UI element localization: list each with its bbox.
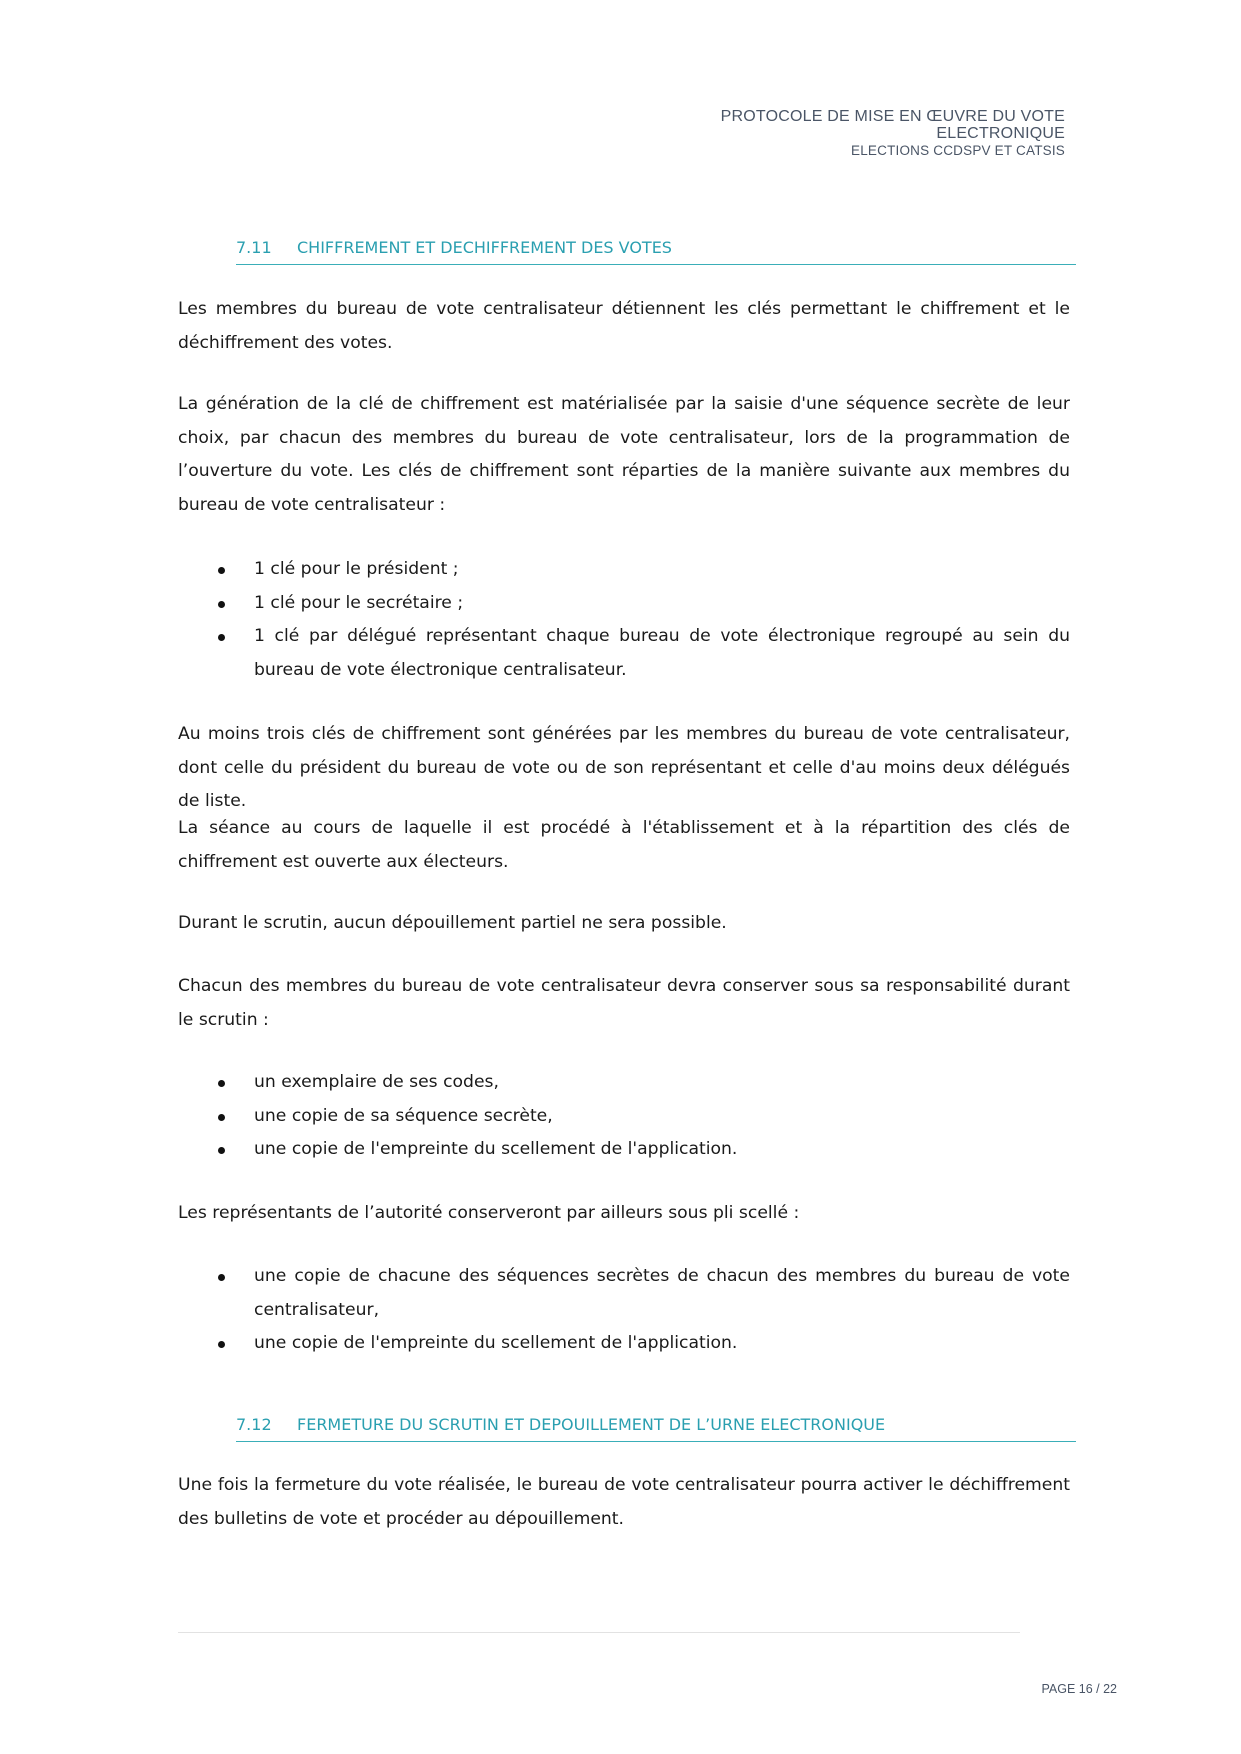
authority-items-list [178, 1260, 1070, 1361]
bullet-icon [218, 601, 225, 608]
paragraph: Chacun des membres du bureau de vote centralisateur devra conserver sous sa responsabilité durant le scrutin : [178, 976, 1070, 1030]
list-item [178, 1133, 1070, 1167]
bullet-icon [218, 1274, 225, 1281]
list-item-text: 1 clé par délégué représentant chaque bureau de vote électronique regroupé au sein du bureau de vote électronique centralisateur. [254, 626, 1070, 680]
section-title: CHIFFREMENT ET DECHIFFREMENT DES VOTES [297, 238, 672, 257]
bullet-icon [218, 1341, 225, 1348]
list-item-text: 1 clé pour le secrétaire ; [254, 592, 464, 613]
paragraph: Durant le scrutin, aucun dépouillement partiel ne sera possible. [178, 913, 727, 933]
section-number: 7.11 [236, 238, 272, 257]
bullet-icon [218, 634, 225, 641]
list-item-text: une copie de sa séquence secrète, [254, 1105, 553, 1126]
list-item-text: une copie de l'empreinte du scellement de l'application. [254, 1333, 738, 1353]
page-number: PAGE 16 / 22 [1041, 1682, 1117, 1696]
header-title-line1: PROTOCOLE DE MISE EN ŒUVRE DU VOTE [720, 108, 1065, 125]
list-item [178, 553, 1070, 587]
paragraph: Les membres du bureau de vote centralisateur détiennent les clés permettant le chiffrement et le déchiffrement des votes. [178, 299, 1070, 353]
section-heading-7-11 [236, 238, 1076, 265]
list-item [178, 1100, 1070, 1134]
section-number: 7.12 [236, 1415, 272, 1434]
bullet-icon [218, 567, 225, 574]
list-item [178, 1327, 1070, 1361]
list-item-text: une copie de chacune des séquences secrètes de chacun des membres du bureau de vote centralisateur, [254, 1266, 1070, 1320]
paragraph: La génération de la clé de chiffrement est matérialisée par la saisie d'une séquence secrète de leur choix, par chacun des membres du bureau de vote centralisateur, lors de la programmation de l’ouverture du vote. Les clés de chiffrement sont réparties de la manière suivante aux membres du bureau de vote centralisateur : [178, 394, 1070, 515]
paragraph: Au moins trois clés de chiffrement sont générées par les membres du bureau de vote centralisateur, dont celle du président du bureau de vote ou de son représentant et celle d'au moins deux délégués de liste. [178, 724, 1070, 811]
section-title: FERMETURE DU SCRUTIN ET DEPOUILLEMENT DE L’URNE ELECTRONIQUE [297, 1415, 886, 1434]
list-item [178, 1260, 1070, 1327]
section-heading-7-12 [236, 1415, 1076, 1442]
key-distribution-list [178, 553, 1070, 687]
paragraph: Les représentants de l’autorité conserveront par ailleurs sous pli scellé : [178, 1203, 800, 1223]
list-item-text: un exemplaire de ses codes, [254, 1072, 499, 1092]
paragraph: La séance au cours de laquelle il est procédé à l'établissement et à la répartition des clés de chiffrement est ouverte aux électeurs. [178, 818, 1070, 872]
paragraph: Une fois la fermeture du vote réalisée, le bureau de vote centralisateur pourra activer le déchiffrement des bulletins de vote et procéder au dépouillement. [178, 1475, 1070, 1529]
header-title-line2: ELECTRONIQUE [936, 125, 1065, 142]
bullet-icon [218, 1080, 225, 1087]
list-item [178, 1066, 1070, 1100]
document-header [721, 108, 1065, 159]
bullet-icon [218, 1147, 225, 1154]
header-subtitle: ELECTIONS CCDSPV ET CATSIS [851, 143, 1065, 158]
member-items-list [178, 1066, 1070, 1167]
bullet-icon [218, 1114, 225, 1121]
list-item-text: 1 clé pour le président ; [254, 559, 459, 579]
list-item [178, 587, 1070, 621]
footer-divider [178, 1632, 1020, 1633]
list-item [178, 620, 1070, 687]
list-item-text: une copie de l'empreinte du scellement de l'application. [254, 1139, 738, 1159]
